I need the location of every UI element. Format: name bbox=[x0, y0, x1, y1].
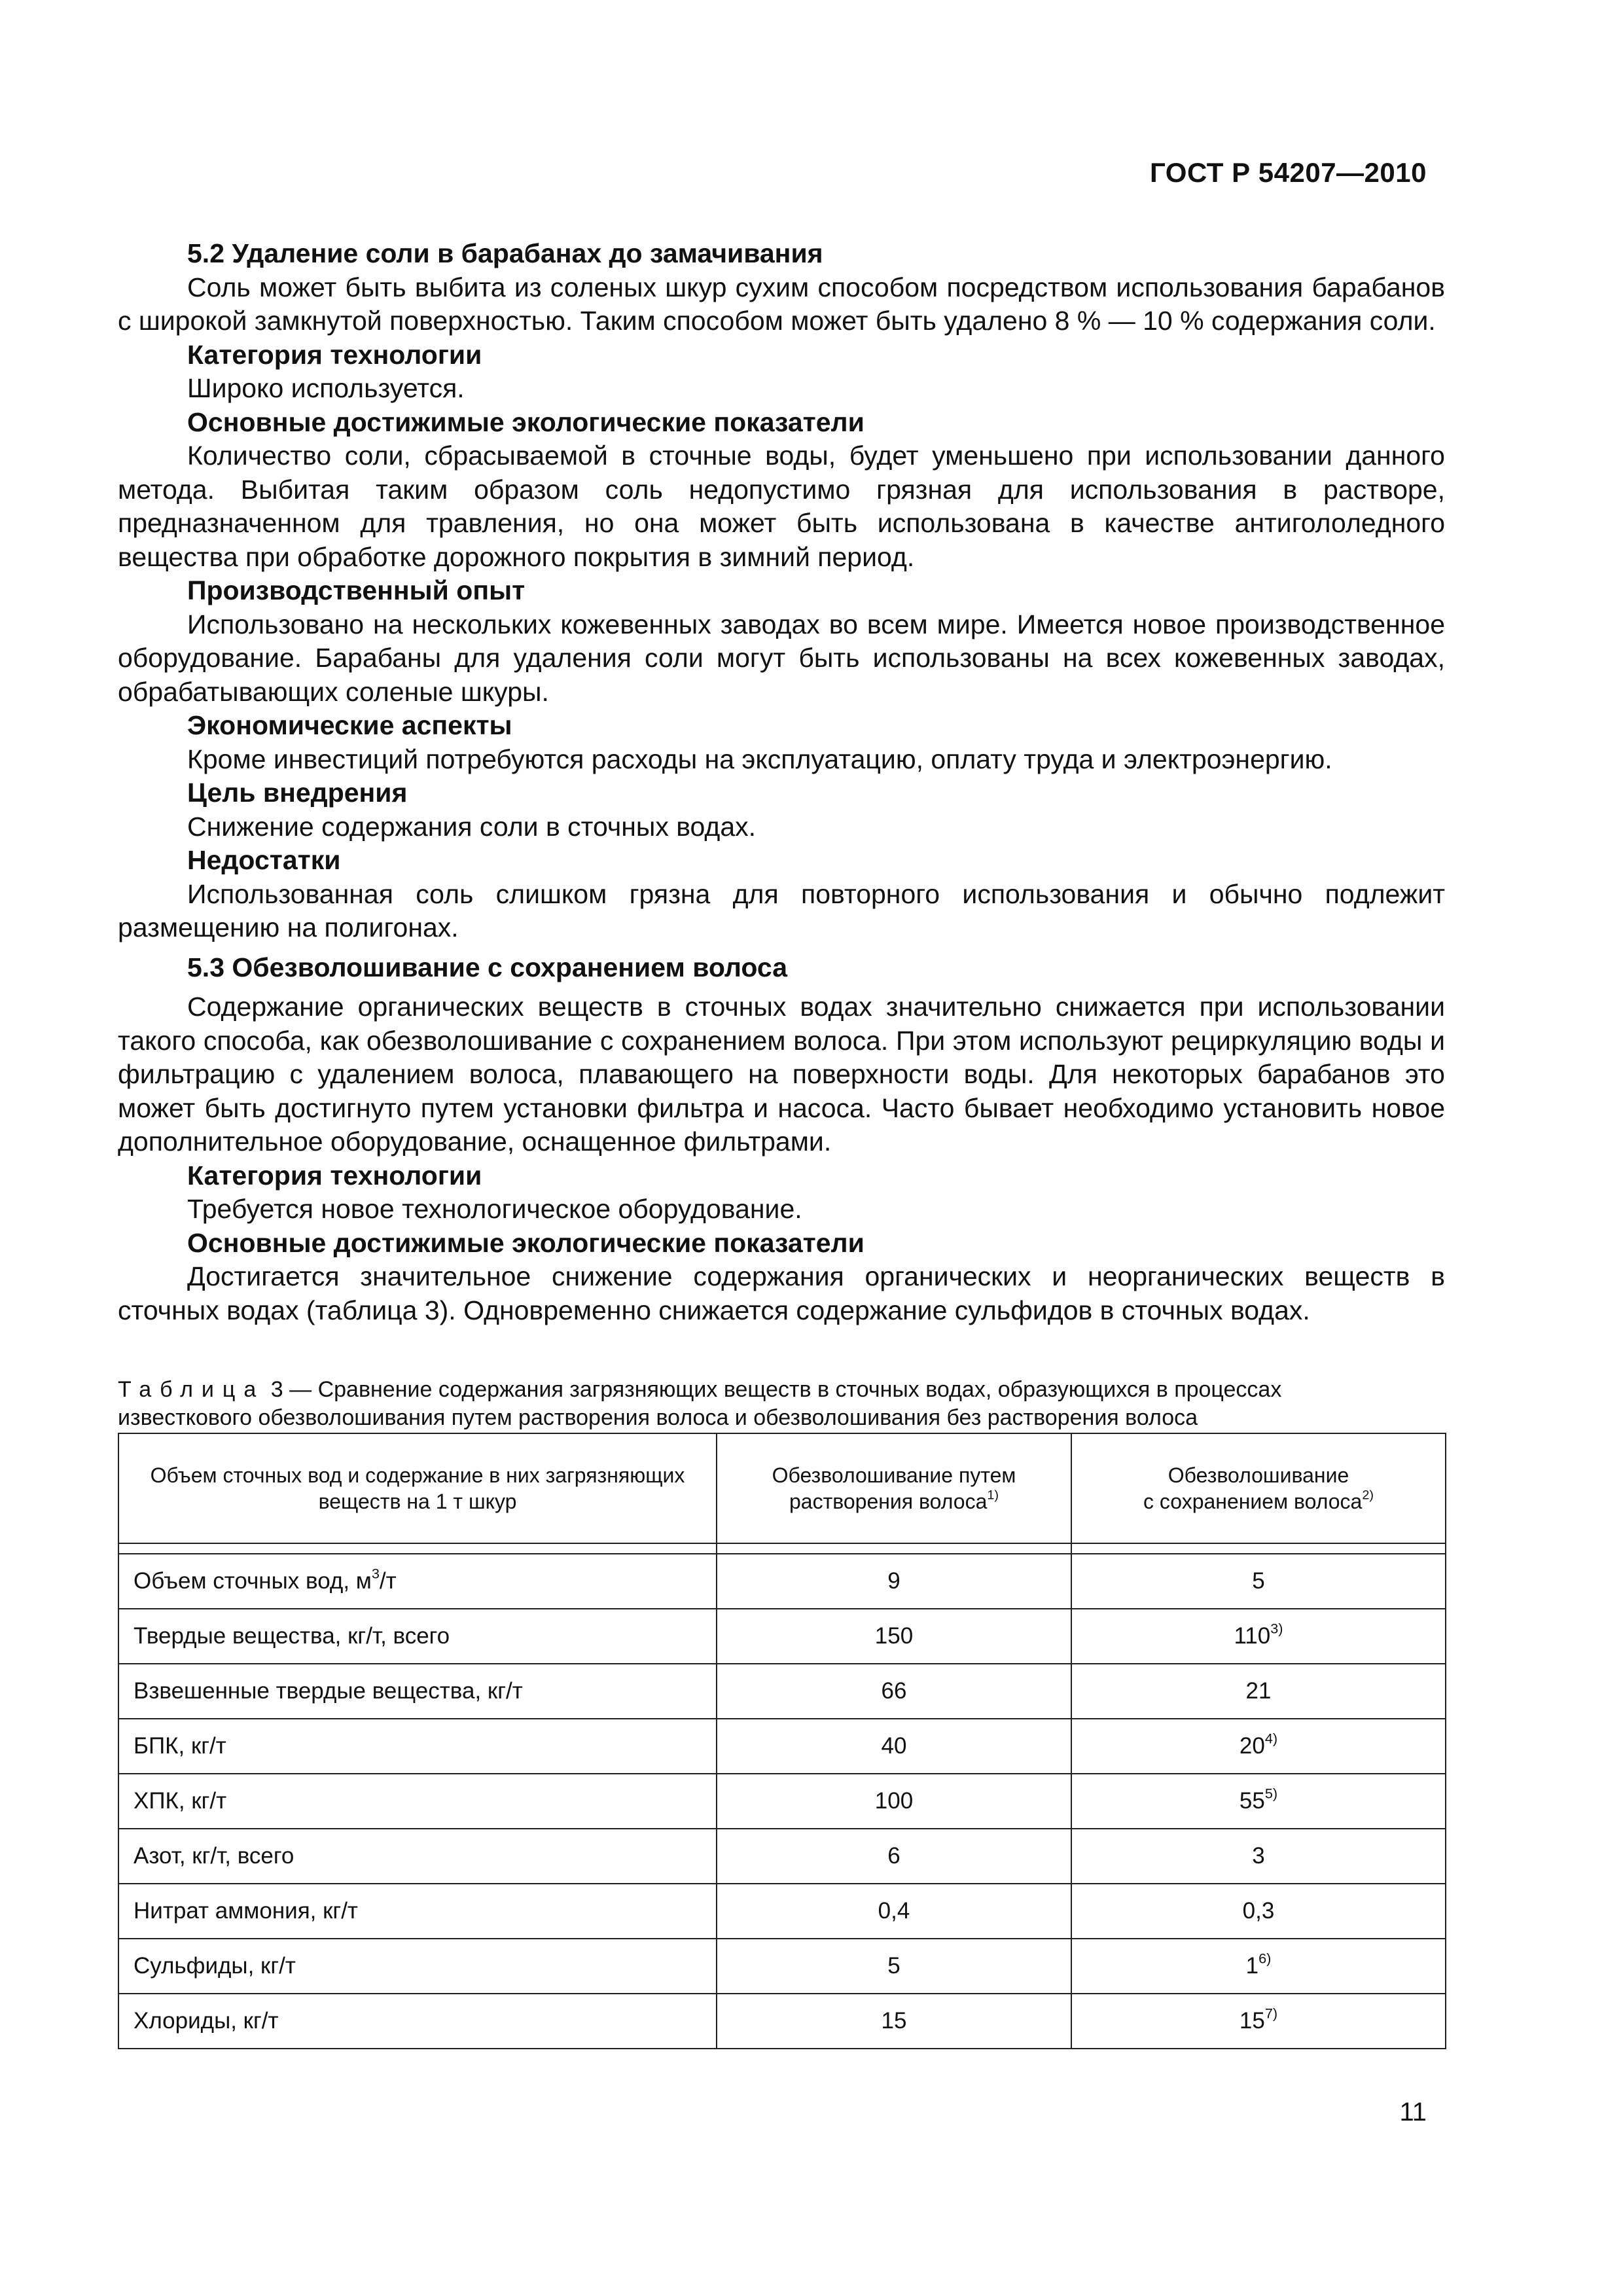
parameter-label: Азот, кг/т, всего bbox=[134, 1843, 294, 1869]
section-5-2-title: 5.2 Удаление соли в барабанах до замачивания bbox=[187, 238, 823, 268]
table-cell-hair-dissolving bbox=[717, 1719, 1071, 1774]
section-5-2-category-heading: Категория технологии bbox=[187, 339, 482, 370]
footnote-marker: 5) bbox=[1264, 1785, 1278, 1802]
section-5-2-experience-text: Использовано на нескольких кожевенных заводах во всем мире. Имеется новое производственное оборудование. Барабаны для удаления соли могут быть использованы на всех кожевенных заводах, обрабатывающих соленые шкуры. bbox=[118, 609, 1445, 707]
table-cell-hair-dissolving bbox=[717, 1939, 1071, 1994]
column-header-hair-saving-text: с сохранением волоса bbox=[1143, 1490, 1363, 1513]
table-cell-hair-dissolving bbox=[717, 1829, 1071, 1884]
table-cell-hair-saving bbox=[1071, 1774, 1446, 1829]
column-header-hair-dissolving-line-1: Обезволошивание путем bbox=[772, 1463, 1016, 1487]
section-5-2-goal-heading: Цель внедрения bbox=[187, 778, 408, 808]
parameter-label: Хлориды, кг/т bbox=[134, 2008, 279, 2034]
table-row bbox=[118, 1829, 1446, 1884]
footnote-marker: 2) bbox=[1362, 1488, 1374, 1503]
section-5-2-economics-text: Кроме инвестиций потребуются расходы на эксплуатацию, оплату труда и электроэнергию. bbox=[187, 744, 1332, 774]
footnote-marker: 1) bbox=[987, 1488, 999, 1503]
parameter-label: Нитрат аммония, кг/т bbox=[134, 1898, 358, 1924]
table-row bbox=[118, 1994, 1446, 2049]
table-row bbox=[118, 1609, 1446, 1664]
table-cell-hair-saving bbox=[1071, 1884, 1446, 1939]
table-cell-hair-dissolving bbox=[717, 1994, 1071, 2049]
section-5-3-category-heading: Категория технологии bbox=[187, 1160, 482, 1191]
value-hair-dissolving: 15 bbox=[881, 2008, 907, 2034]
table-header-separator bbox=[118, 1543, 1446, 1554]
table-body bbox=[118, 1554, 1446, 2049]
footnote-marker: 7) bbox=[1264, 2005, 1278, 2022]
table-cell-parameter bbox=[118, 1884, 717, 1939]
table-row bbox=[118, 1774, 1446, 1829]
section-5-2-economics-heading: Экономические аспекты bbox=[187, 710, 512, 740]
section-5-3-indicators-heading: Основные достижимые экологические показатели bbox=[187, 1227, 865, 1258]
table-row bbox=[118, 1939, 1446, 1994]
column-header-parameter-line-2: веществ на 1 т шкур bbox=[318, 1490, 517, 1513]
value-hair-saving: 5 bbox=[1252, 1568, 1265, 1594]
table-cell-parameter bbox=[118, 1774, 717, 1829]
table-cell-parameter bbox=[118, 1829, 717, 1884]
table-cell-hair-dissolving bbox=[717, 1884, 1071, 1939]
section-5-2-indicators-heading: Основные достижимые экологические показатели bbox=[187, 406, 865, 437]
table-cell-hair-saving bbox=[1071, 1939, 1446, 1994]
table-cell-hair-dissolving bbox=[717, 1554, 1071, 1609]
table-row bbox=[118, 1664, 1446, 1719]
footnote-marker: 4) bbox=[1264, 1730, 1278, 1747]
value-hair-saving: 21 bbox=[1245, 1678, 1272, 1704]
section-5-3-title: 5.3 Обезволошивание с сохранением волоса bbox=[187, 952, 788, 982]
parameter-label: БПК, кг/т bbox=[134, 1733, 226, 1759]
section-5-3-intro: Содержание органических веществ в сточных водах значительно снижается при использовании такого способа, как обезволошивание с сохранением волоса. При этом используют рециркуляцию воды и фильтрацию с удалением волоса, плавающего на поверхности воды. Для некоторых барабанов это может быть достигнуто путем установки фильтра и насоса. Часто бывает необходимо установить новое дополнительное оборудование, оснащенное фильтрами. bbox=[118, 992, 1445, 1157]
parameter-label: Объем сточных вод, м bbox=[134, 1568, 372, 1594]
section-5-2-intro: Соль может быть выбита из соленых шкур сухим способом посредством использования барабанов с широкой замкнутой поверхностью. Таким способом может быть удалено 8 % — 10 % содержания соли. bbox=[118, 272, 1445, 336]
document-body bbox=[118, 237, 1445, 1327]
page-number: 11 bbox=[1399, 2098, 1427, 2126]
table-3-caption-number: 3 bbox=[270, 1377, 283, 1402]
section-5-2-drawbacks-heading: Недостатки bbox=[187, 845, 341, 875]
value-hair-saving: 0,3 bbox=[1242, 1898, 1275, 1924]
table-row bbox=[118, 1554, 1446, 1609]
value-hair-dissolving: 40 bbox=[881, 1733, 907, 1759]
value-hair-dissolving: 5 bbox=[887, 1953, 901, 1979]
footnote-marker: 6) bbox=[1258, 1950, 1272, 1967]
section-5-2-category-text: Широко используется. bbox=[187, 373, 465, 403]
table-3 bbox=[118, 1433, 1446, 2049]
column-header-parameter-line-1: Объем сточных вод и содержание в них загрязняющих bbox=[150, 1463, 685, 1487]
section-5-2-goal-text: Снижение содержания соли в сточных водах. bbox=[187, 811, 757, 842]
column-header-hair-dissolving-text: растворения волоса bbox=[789, 1490, 988, 1513]
document-code: ГОСТ Р 54207—2010 bbox=[1150, 157, 1427, 188]
value-hair-dissolving: 66 bbox=[881, 1678, 907, 1704]
table-cell-hair-saving bbox=[1071, 1719, 1446, 1774]
table-cell-parameter bbox=[118, 1609, 717, 1664]
table-cell-parameter bbox=[118, 1939, 717, 1994]
parameter-label: Сульфиды, кг/т bbox=[134, 1953, 296, 1979]
table-cell-hair-saving bbox=[1071, 1994, 1446, 2049]
value-hair-dissolving: 100 bbox=[874, 1788, 914, 1814]
table-cell-hair-saving bbox=[1071, 1554, 1446, 1609]
table-cell-hair-dissolving bbox=[717, 1609, 1071, 1664]
value-hair-saving: 55 bbox=[1239, 1788, 1265, 1814]
unit-superscript: 3 bbox=[371, 1565, 380, 1582]
value-hair-dissolving: 6 bbox=[887, 1843, 901, 1869]
parameter-label: Твердые вещества, кг/т, всего bbox=[134, 1623, 450, 1649]
column-header-hair-dissolving-line-2 bbox=[730, 1488, 1058, 1515]
section-5-2-drawbacks-text: Использованная соль слишком грязна для повторного использования и обычно подлежит размещению на полигонах. bbox=[118, 878, 1445, 942]
table-cell-parameter bbox=[118, 1719, 717, 1774]
section-5-3-category-text: Требуется новое технологическое оборудование. bbox=[187, 1194, 802, 1224]
table-cell-hair-dissolving bbox=[717, 1664, 1071, 1719]
value-hair-saving: 1 bbox=[1245, 1953, 1259, 1979]
unit-suffix: /т bbox=[379, 1568, 397, 1594]
column-header-hair-saving-line-2 bbox=[1085, 1488, 1432, 1515]
table-cell-parameter bbox=[118, 1994, 717, 2049]
value-hair-saving: 15 bbox=[1239, 2008, 1265, 2034]
section-5-3-indicators-text: Достигается значительное снижение содержания органических и неорганических веществ в сточных водах (таблица 3). Одновременно снижается содержание сульфидов в сточных водах. bbox=[118, 1261, 1445, 1325]
table-3-caption-text-2: известкового обезволошивания путем растворения волоса и обезволошивания без растворения волоса bbox=[118, 1405, 1198, 1430]
table-cell-hair-saving bbox=[1071, 1829, 1446, 1884]
parameter-label: ХПК, кг/т bbox=[134, 1788, 227, 1814]
table-cell-hair-saving bbox=[1071, 1609, 1446, 1664]
value-hair-dissolving: 9 bbox=[887, 1568, 901, 1594]
table-cell-parameter bbox=[118, 1664, 717, 1719]
table-3-caption-word: Таблица bbox=[118, 1377, 265, 1402]
parameter-label: Взвешенные твердые вещества, кг/т bbox=[134, 1678, 523, 1704]
value-hair-saving: 20 bbox=[1239, 1733, 1265, 1759]
column-header-hair-saving-line-1: Обезволошивание bbox=[1168, 1463, 1349, 1487]
value-hair-dissolving: 0,4 bbox=[878, 1898, 910, 1924]
table-3-caption-line-1 bbox=[118, 1376, 1445, 1404]
footnote-marker: 3) bbox=[1270, 1620, 1283, 1637]
table-cell-hair-dissolving bbox=[717, 1774, 1071, 1829]
section-5-2-indicators-text: Количество соли, сбрасываемой в сточные воды, будет уменьшено при использовании данного метода. Выбитая таким образом соль недопустимо грязная для использования в растворе, предназначенном для травления, но она может быть использована в качестве антигололедного вещества при обработке дорожного покрытия в зимний период. bbox=[118, 440, 1445, 572]
table-row bbox=[118, 1884, 1446, 1939]
column-header-hair-saving bbox=[1071, 1433, 1446, 1543]
table-row bbox=[118, 1719, 1446, 1774]
table-header-row bbox=[118, 1433, 1446, 1543]
value-hair-saving: 3 bbox=[1252, 1843, 1265, 1869]
table-cell-parameter bbox=[118, 1554, 717, 1609]
table-3-caption-text-1: — Сравнение содержания загрязняющих веществ в сточных водах, образующихся в процессах bbox=[289, 1377, 1282, 1402]
value-hair-dissolving: 150 bbox=[874, 1623, 914, 1649]
column-header-parameter bbox=[118, 1433, 717, 1543]
column-header-hair-dissolving bbox=[717, 1433, 1071, 1543]
value-hair-saving: 110 bbox=[1234, 1623, 1271, 1649]
table-3-caption bbox=[118, 1376, 1445, 1432]
table-cell-hair-saving bbox=[1071, 1664, 1446, 1719]
section-5-2-experience-heading: Производственный опыт bbox=[187, 575, 526, 605]
